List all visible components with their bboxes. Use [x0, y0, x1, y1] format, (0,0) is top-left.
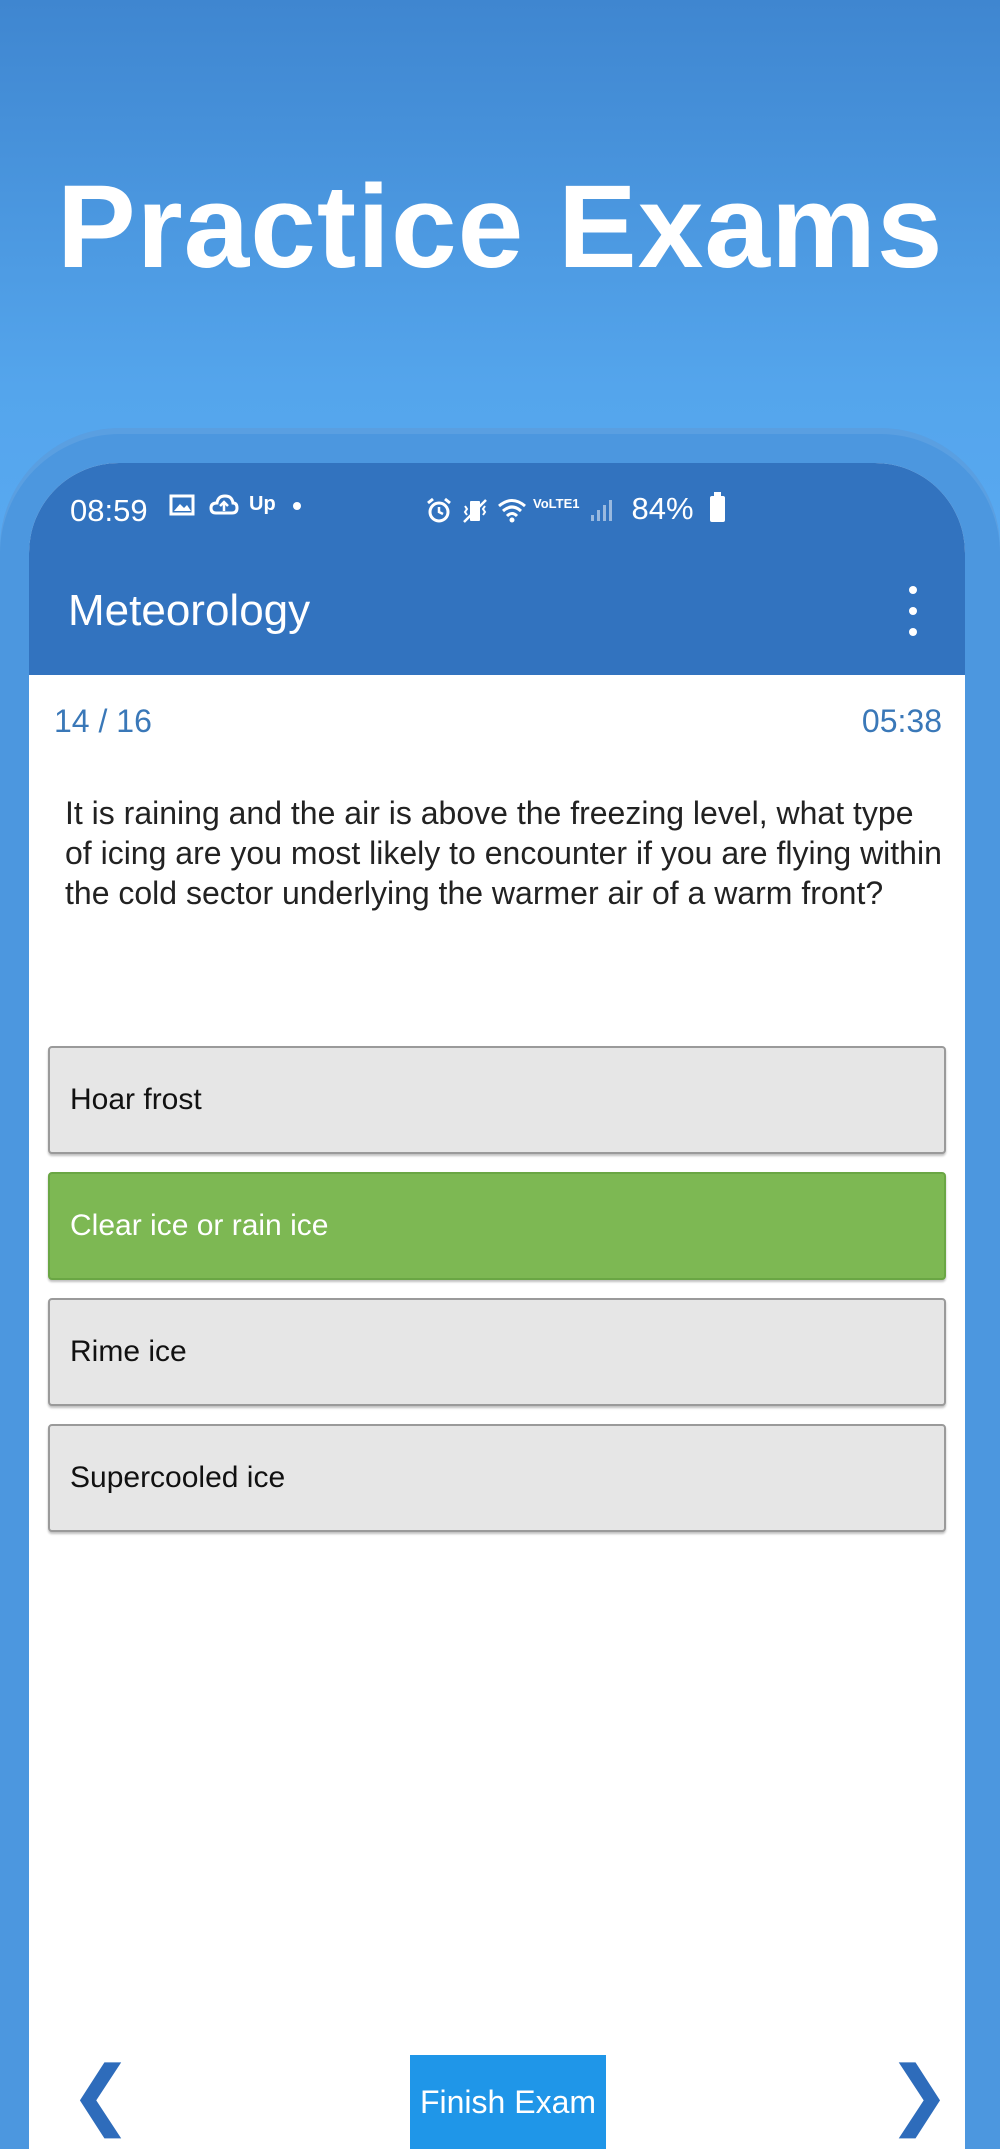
volte-icon: VoLTE1 — [533, 496, 580, 511]
battery-icon — [710, 496, 725, 522]
image-icon — [169, 493, 195, 517]
menu-dot — [909, 607, 917, 615]
cloud-upload-icon — [209, 493, 235, 517]
question-text: It is raining and the air is above the freezing level, what type of icing are you most likely to encounter if you are flying within the cold sector underlying the warmer air of a warm front? — [65, 795, 942, 911]
app-title: Meteorology — [68, 586, 311, 635]
question-progress: 14 / 16 — [54, 703, 152, 739]
vibrate-icon — [461, 497, 487, 521]
status-time: 08:59 — [70, 493, 148, 528]
finish-exam-button[interactable]: Finish Exam — [410, 2055, 606, 2149]
menu-dot — [909, 628, 917, 636]
app-bar — [29, 558, 965, 675]
previous-question-button[interactable]: ❮ — [69, 2048, 133, 2138]
promo-title: Practice Exams — [57, 161, 944, 293]
answer-option-supercooled-ice[interactable]: Supercooled ice — [48, 1424, 946, 1532]
answer-option-hoar-frost[interactable]: Hoar frost — [48, 1046, 946, 1154]
wifi-icon — [497, 497, 523, 521]
dot-icon — [290, 493, 316, 517]
answer-option-clear-ice[interactable]: Clear ice or rain ice — [48, 1172, 946, 1280]
battery-percent: 84% — [631, 491, 694, 526]
alarm-icon — [425, 497, 451, 521]
answer-list — [48, 1046, 946, 1550]
next-question-button[interactable]: ❯ — [887, 2048, 951, 2138]
overflow-menu-icon[interactable] — [899, 586, 927, 636]
answer-option-rime-ice[interactable]: Rime ice — [48, 1298, 946, 1406]
status-bar — [29, 463, 965, 558]
status-icons-right — [425, 491, 725, 527]
status-icons-left — [169, 493, 316, 517]
phone-screen — [29, 463, 965, 2149]
exam-timer: 05:38 — [861, 703, 942, 739]
menu-dot — [909, 586, 917, 594]
up-icon: Up — [249, 493, 276, 515]
signal-icon — [589, 497, 615, 521]
